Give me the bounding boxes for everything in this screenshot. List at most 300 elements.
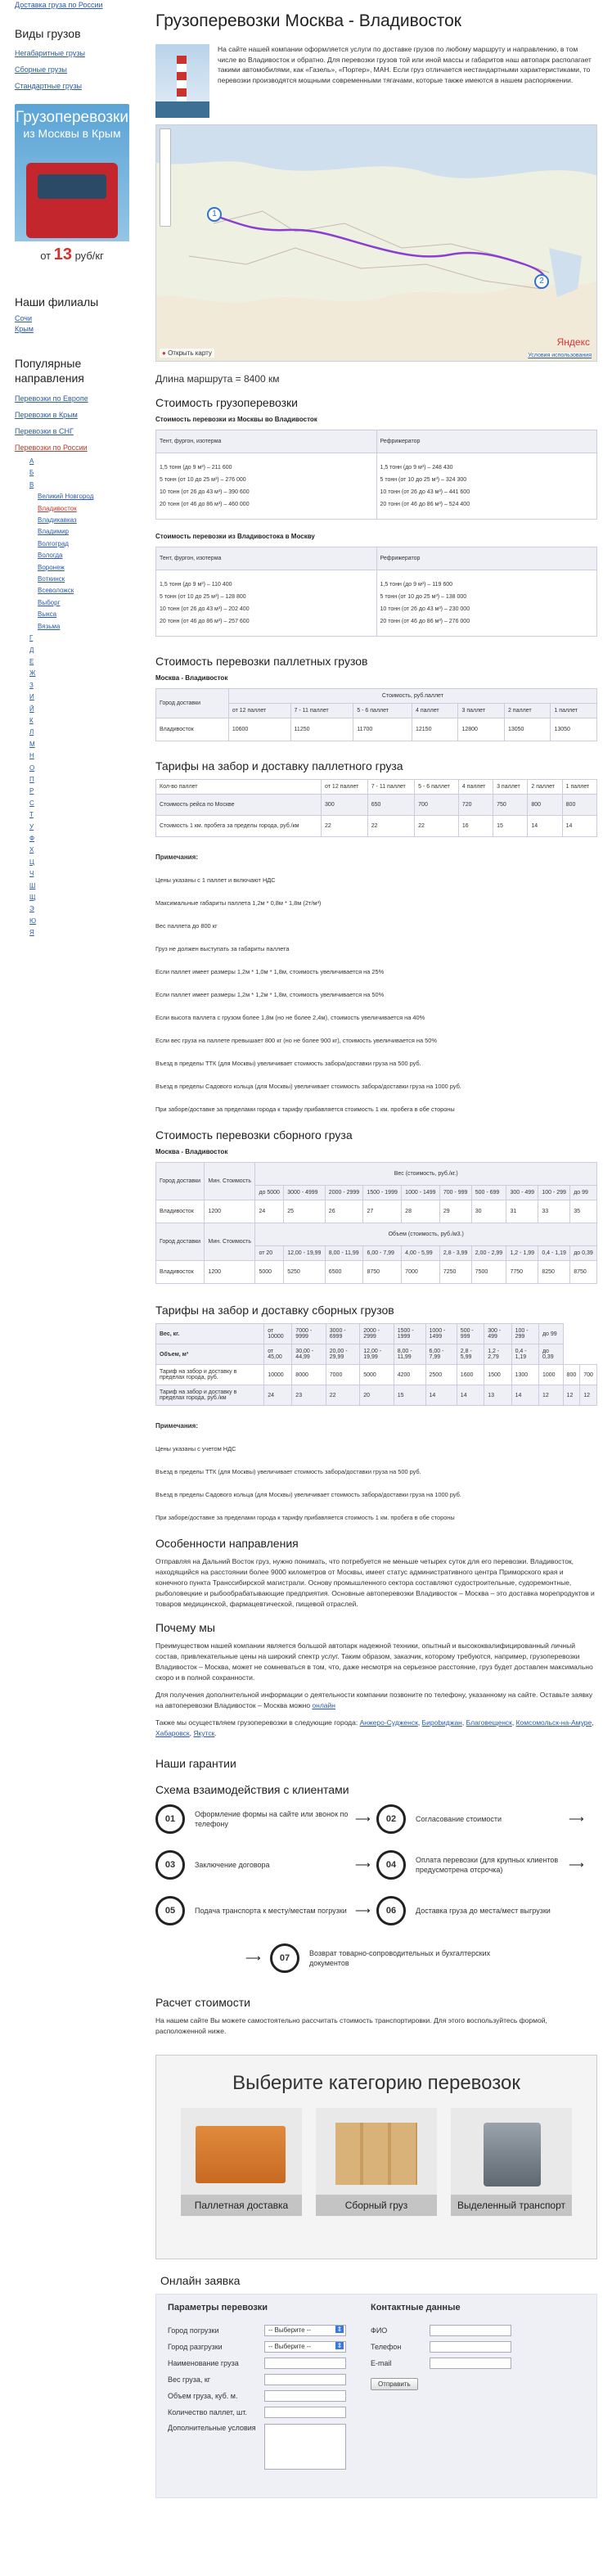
popular-cis[interactable]: Перевозки в СНГ: [15, 427, 74, 435]
tariffs2-heading: Тарифы на забор и доставку сборных грузов: [155, 1304, 394, 1317]
table-cell: 700: [580, 1365, 597, 1385]
table-cell: 8750: [363, 1261, 402, 1284]
online-link[interactable]: онлайн: [312, 1701, 335, 1709]
table-header: 4,00 - 5,99: [402, 1246, 440, 1261]
table-header: Тент, фургон, изотерма: [156, 547, 377, 570]
letter-link[interactable]: А: [29, 457, 34, 465]
volume-input[interactable]: [264, 2390, 346, 2402]
table-header: 2000 - 2999: [360, 1324, 394, 1344]
table-cell: 22: [415, 816, 459, 837]
table-cell: 23: [292, 1385, 326, 1406]
sidebar-item-oversized[interactable]: Негабаритные грузы: [15, 49, 85, 57]
city-link[interactable]: Якутск: [193, 1729, 215, 1737]
step-text: Доставка груза до места/мест выгрузки: [416, 1907, 551, 1915]
route-length: Длина маршрута = 8400 км: [155, 373, 280, 385]
table-header: от 45,00: [264, 1344, 292, 1365]
scheme-diagram: [155, 1803, 597, 1991]
letter-link[interactable]: В: [29, 480, 34, 489]
letter-link[interactable]: Э: [29, 905, 34, 913]
letter-link[interactable]: Ю: [29, 916, 37, 925]
table-cell: 22: [326, 1385, 359, 1406]
table-header: 12,00 - 19,99: [284, 1246, 326, 1261]
fio-input[interactable]: [430, 2325, 511, 2336]
table-header: от 20: [255, 1246, 284, 1261]
notes1: [155, 853, 597, 1113]
step-text: Подача транспорта к месту/местам погрузки: [195, 1907, 347, 1915]
note-item: Въезд в пределы ТТК (для Москвы) увеличивает стоимость забора/доставки груза на 500 руб.: [155, 1060, 421, 1067]
table-cell: Стоимость 1 км. пробега за пределы города, руб./км: [156, 816, 322, 837]
pin-icon: ●: [162, 349, 166, 357]
table-header: от 12 паллет: [322, 780, 368, 795]
letter-link[interactable]: Д: [29, 646, 34, 654]
from-label: Город погрузки: [168, 2326, 219, 2335]
terms-link[interactable]: Условия использования: [528, 353, 592, 358]
step-text: Оформление формы на сайте или звонок по телефону: [195, 1810, 349, 1828]
table-cell: 8000: [292, 1365, 326, 1385]
table-header: Объем (стоимость, руб./м3.): [255, 1223, 597, 1246]
table-cell: 35: [570, 1200, 597, 1223]
table-cell: 7500: [471, 1261, 506, 1284]
table-header: 1000 - 1499: [425, 1324, 457, 1344]
table-header: Город доставки: [156, 1163, 205, 1200]
table-cell: 31: [506, 1200, 538, 1223]
table-cell: 6500: [325, 1261, 363, 1284]
table-header: 1500 - 1999: [363, 1186, 402, 1200]
city-link[interactable]: Всеволожск: [38, 587, 74, 595]
pallet-table: [155, 688, 597, 741]
table-cell: 4200: [394, 1365, 425, 1385]
table-cell: 14: [457, 1385, 484, 1406]
step-number: 01: [155, 1804, 185, 1834]
table-cell: 1300: [511, 1365, 538, 1385]
arrow-icon: ⟶: [355, 1858, 371, 1871]
phone-input[interactable]: [430, 2341, 511, 2353]
table-header: 2 паллет: [528, 780, 562, 795]
letter-link[interactable]: У: [29, 822, 34, 831]
city-link[interactable]: Анжеро-Судженск: [359, 1718, 418, 1727]
table-cell: 1,5 тонн (до 9 м³) – 248 430 5 тонн (от 10 до 25 м³) – 324 300 10 тонн (от 26 до 43 м³) – 441 600 20 тонн (от 46 до 86 м³) – 524 400: [376, 453, 597, 520]
step-number: 04: [376, 1850, 406, 1880]
table-cell: 10000: [264, 1365, 292, 1385]
truck-image: [484, 2123, 541, 2186]
weight-label: Вес груза, кг: [168, 2376, 211, 2384]
table-header: Мин. Стоимость: [205, 1223, 255, 1261]
table-cell: 22: [322, 816, 368, 837]
intro-text: На сайте нашей компании оформляется услуги по доставке грузов по любому маршруту и направлению, в том числе во Владивосток и обратно. Для перевозки грузов той или иной массы и габаритов наш автопарк располагает такими автомобилями, как «Газель», «Портер», МАН. Если груз отличается нестандартными характеристиками, то перевозки производятся мощными современными тягачами, которые также имеются в нашем распоряжении.: [218, 45, 592, 84]
truck-image: [26, 163, 118, 238]
table-cell: Стоимость рейса по Москве: [156, 795, 322, 816]
table-header: до 0,39: [570, 1246, 597, 1261]
city-link[interactable]: Владивосток: [38, 504, 77, 512]
email-label: E-mail: [371, 2359, 392, 2367]
notes-title: Примечания:: [155, 1422, 198, 1430]
table-cell: Владивосток: [156, 718, 229, 741]
from-select[interactable]: -- Выберите -- ⇕: [264, 2325, 346, 2336]
step-number: 03: [155, 1850, 185, 1880]
top-link[interactable]: Доставка груза по России: [15, 1, 103, 9]
cost-table-to-moscow: [155, 547, 597, 637]
city-link[interactable]: Воткинск: [38, 575, 65, 583]
table-cell: 20: [360, 1385, 394, 1406]
table-cell: 1200: [205, 1261, 255, 1284]
table-header: 5 - 6 паллет: [353, 704, 412, 718]
letter-link[interactable]: Ж: [29, 669, 36, 678]
category-combined[interactable]: [316, 2108, 437, 2216]
note-item: Цены указаны с учетом НДС: [155, 1445, 236, 1452]
table-cell: 24: [255, 1200, 284, 1223]
city-link[interactable]: Выкса: [38, 610, 57, 619]
table-header: 1 паллет: [562, 780, 596, 795]
letter-link[interactable]: И: [29, 693, 34, 701]
table-header: 7 - 11 паллет: [290, 704, 353, 718]
tariffs-table: [155, 779, 597, 837]
table-cell: 7250: [439, 1261, 471, 1284]
letter-link[interactable]: Б: [29, 469, 34, 477]
note-item: Если высота паллета с грузом более 1,8м (но не более 2,4м), стоимость увеличивается на 40%: [155, 1014, 425, 1021]
cost-table-to-vladivostok: [155, 430, 597, 520]
table-header: 7 - 11 паллет: [367, 780, 414, 795]
table-cell: 7000: [402, 1261, 440, 1284]
table-header: 300 - 499: [484, 1324, 511, 1344]
table-header: от 12 паллет: [228, 704, 290, 718]
table1-title: Стоимость перевозки из Москвы во Владивосток: [155, 416, 317, 423]
guarantees-heading: Наши гарантии: [155, 1757, 236, 1770]
table-cell: 720: [458, 795, 493, 816]
forklift-image: [196, 2126, 286, 2183]
zoom-control[interactable]: [160, 128, 171, 227]
note-item: Въезд в пределы ТТК (для Москвы) увеличивает стоимость забора/доставки груза на 500 руб.: [155, 1468, 421, 1475]
arrow-icon: ⟶: [245, 1952, 261, 1964]
city-link[interactable]: Волгоград: [38, 539, 69, 547]
arrow-icon: ⟶: [569, 1858, 584, 1871]
marker-start[interactable]: 1: [207, 207, 222, 222]
step-number: 07: [270, 1943, 299, 1973]
cities-v-list: [15, 491, 137, 633]
branch-sochi[interactable]: Сочи: [15, 314, 33, 322]
letter-link[interactable]: П: [29, 775, 34, 783]
calc-text: На нашем сайте Вы можете самостоятельно рассчитать стоимость транспортировки. Для этого воспользуйтесь формой, расположенной ниже.: [155, 2016, 547, 2035]
letter-link[interactable]: Г: [29, 634, 34, 642]
category-label: Сборный груз: [316, 2195, 437, 2216]
category-pallet[interactable]: [181, 2108, 302, 2216]
table-cell: 14: [528, 816, 562, 837]
city-link[interactable]: Благовещенск: [466, 1718, 512, 1727]
note-item: Въезд в пределы Садового кольца (для Москвы) увеличивает стоимость забора/доставки груза на 1000 руб.: [155, 1083, 461, 1090]
step-number: 05: [155, 1896, 185, 1925]
crimea-banner[interactable]: [15, 104, 129, 268]
table-cell: 1500: [484, 1365, 511, 1385]
route-map[interactable]: [155, 124, 597, 362]
table-header: 2 паллет: [504, 704, 550, 718]
city-link[interactable]: Владимир: [38, 528, 70, 536]
combined-sub: Москва - Владивосток: [155, 1148, 228, 1155]
table-cell: 650: [367, 795, 414, 816]
table-header: 1000 - 1499: [402, 1186, 440, 1200]
table-header: 1 паллет: [551, 704, 597, 718]
letter-link[interactable]: Я: [29, 929, 34, 937]
table-cell: 10600: [228, 718, 290, 741]
letter-link[interactable]: Ц: [29, 858, 34, 866]
letter-link[interactable]: Л: [29, 728, 34, 736]
letter-link[interactable]: С: [29, 799, 34, 807]
popular-heading: Популярные направления: [15, 357, 84, 385]
table-cell: 13050: [504, 718, 550, 741]
table-header: до 5000: [255, 1186, 284, 1200]
table-header: 12,00 - 19,99: [360, 1344, 394, 1365]
table-header: 3 паллет: [493, 780, 528, 795]
scheme-heading: Схема взаимодействия с клиентами: [155, 1783, 349, 1796]
city-link[interactable]: Комсомольск-на-Амуре: [515, 1718, 592, 1727]
note-item: Груз не должен выступать за габариты паллета: [155, 945, 290, 952]
params-title: Параметры перевозки: [168, 2303, 268, 2313]
table2-title: Стоимость перевозки из Владивостока в Москву: [155, 533, 315, 540]
why-heading: Почему мы: [155, 1621, 215, 1634]
table-header: 3 паллет: [458, 704, 504, 718]
table-cell: 24: [264, 1385, 292, 1406]
step-number: 06: [376, 1896, 406, 1925]
table-header: 20,00 - 29,99: [326, 1344, 359, 1365]
sidebar-item-combined[interactable]: Сборные грузы: [15, 65, 67, 74]
table-cell: 14: [562, 816, 596, 837]
pallet-sub: Москва - Владивосток: [155, 674, 228, 682]
popular-list: [15, 390, 137, 456]
notes2: [155, 1422, 597, 1521]
letter-link[interactable]: Н: [29, 752, 34, 760]
pallet-heading: Стоимость перевозки паллетных грузов: [155, 655, 368, 668]
table-cell: Тариф на забор и доставку в пределах города, руб.: [156, 1365, 264, 1385]
weight-input[interactable]: [264, 2374, 346, 2385]
combined-table: [155, 1162, 597, 1284]
table-header: Стоимость, руб.паллет: [228, 689, 596, 704]
step-number: 02: [376, 1804, 406, 1834]
table-cell: 28: [402, 1200, 440, 1223]
table-header: 2,8 - 5,99: [457, 1344, 484, 1365]
table-cell: 750: [493, 795, 528, 816]
table-cell: 8750: [570, 1261, 597, 1284]
note-item: Если вес груза на паллете превышает 800 кг (но не более 900 кг), стоимость увеличивается на 50%: [155, 1037, 437, 1044]
table-header: Кол-во паллет: [156, 780, 322, 795]
table-cell: 16: [458, 816, 493, 837]
letter-link[interactable]: К: [29, 716, 34, 724]
table-cell: 15: [394, 1385, 425, 1406]
category-dedicated[interactable]: [451, 2108, 572, 2216]
table-header: Рефрижератор: [376, 547, 597, 570]
letter-index-b: [15, 633, 137, 939]
letter-link[interactable]: Ч: [29, 870, 34, 878]
table-header: Мин. Стоимость: [205, 1163, 255, 1200]
table-header: 7000 - 9999: [292, 1324, 326, 1344]
table-header: 300 - 499: [506, 1186, 538, 1200]
order-form: [155, 2294, 597, 2498]
tariffs2-table: [155, 1323, 597, 1406]
table-header: Город доставки: [156, 689, 229, 718]
volume-label: Объем груза, куб. м.: [168, 2392, 238, 2400]
letter-link[interactable]: О: [29, 763, 35, 772]
extra-label: Дополнительные условия: [168, 2424, 256, 2432]
table-header: до 0,39: [538, 1344, 563, 1365]
table-header: 8,00 - 11,99: [394, 1344, 425, 1365]
note-item: Если паллет имеет размеры 1,2м * 1,0м * 1,8м, стоимость увеличивается на 25%: [155, 968, 385, 975]
table-header: 3000 - 6999: [326, 1324, 359, 1344]
combined-heading: Стоимость перевозки сборного груза: [155, 1128, 353, 1142]
note-item: Вес паллета до 800 кг: [155, 922, 218, 930]
table-cell: 33: [538, 1200, 570, 1223]
to-label: Город разгрузки: [168, 2343, 223, 2351]
letter-link[interactable]: З: [29, 681, 34, 689]
table-cell: 1000: [538, 1365, 563, 1385]
letter-link[interactable]: Т: [29, 811, 34, 819]
popular-crimea[interactable]: Перевозки в Крым: [15, 411, 78, 419]
table-header: Вес (стоимость, руб./кг.): [255, 1163, 597, 1186]
table-cell: 30: [471, 1200, 506, 1223]
letter-link[interactable]: Й: [29, 705, 34, 713]
note-item: Максимальные габариты паллета 1,2м * 0,8м * 1,8м (2т/м³): [155, 899, 322, 907]
table-cell: 14: [511, 1385, 538, 1406]
table-cell: 8250: [538, 1261, 570, 1284]
letter-link[interactable]: Х: [29, 846, 34, 854]
to-select[interactable]: -- Выберите -- ⇕: [264, 2341, 346, 2353]
features-heading: Особенности направления: [155, 1537, 299, 1550]
banner-line2: из Москвы в Крым: [23, 127, 121, 140]
table-cell: 12: [538, 1385, 563, 1406]
city-link[interactable]: Вологда: [38, 552, 63, 560]
city-link[interactable]: Воронеж: [38, 563, 65, 571]
table-cell: 15: [493, 816, 528, 837]
table-cell: 11700: [353, 718, 412, 741]
table-cell: 800: [562, 795, 596, 816]
letter-link[interactable]: Р: [29, 787, 34, 795]
table-header: 500 - 999: [457, 1324, 484, 1344]
table-cell: 22: [367, 816, 414, 837]
table-header: 6,00 - 7,99: [425, 1344, 457, 1365]
table-cell: 29: [439, 1200, 471, 1223]
table-header: Объем, м³: [156, 1344, 264, 1365]
notes-title: Примечания:: [155, 853, 198, 861]
table-cell: 12150: [412, 718, 458, 741]
lighthouse-image: [155, 44, 209, 118]
city-link[interactable]: Великий Новгород: [38, 493, 94, 501]
cargo-name-input[interactable]: [264, 2358, 346, 2369]
cargo-types-heading: Виды грузов: [15, 27, 81, 40]
table-cell: 13: [484, 1385, 511, 1406]
marker-end[interactable]: 2: [534, 274, 549, 289]
table-cell: 12800: [458, 718, 504, 741]
letter-link[interactable]: М: [29, 740, 35, 748]
fio-label: ФИО: [371, 2326, 388, 2335]
note-item: При заборе/доставке за пределами города к тарифу прибавляется стоимость 1 км. пробега в обе стороны: [155, 1514, 455, 1521]
letter-link[interactable]: Ш: [29, 881, 36, 889]
letter-index-a: [15, 456, 137, 491]
extra-textarea[interactable]: [264, 2424, 346, 2470]
main-content: [155, 0, 597, 2498]
table-header: 3000 - 4999: [284, 1186, 326, 1200]
step-text: Возврат товарно-сопроводительных и бухгалтерских документов: [309, 1949, 491, 1967]
branch-crimea[interactable]: Крым: [15, 325, 34, 333]
table-header: 1,2 - 1,99: [506, 1246, 538, 1261]
table-cell: Владивосток: [156, 1200, 205, 1223]
step-text: Заключение договора: [195, 1861, 270, 1869]
letter-link[interactable]: Ф: [29, 835, 35, 842]
table-cell: Тариф на забор и доставку в пределах города, руб./км: [156, 1385, 264, 1406]
cargo-name-label: Наименование груза: [168, 2359, 239, 2367]
category-title: Выберите категорию перевозок: [232, 2072, 520, 2094]
table-cell: 5000: [255, 1261, 284, 1284]
table-header: 6,00 - 7,99: [363, 1246, 402, 1261]
branches-heading: Наши филиалы: [15, 295, 99, 308]
intro-block: [155, 44, 597, 118]
table-cell: 1,5 тонн (до 9 м³) – 211 600 5 тонн (от 10 до 25 м³) – 276 000 10 тонн (от 26 до 43 м³) – 390 600 20 тонн (от 46 до 86 м³) – 460 000: [156, 453, 377, 520]
letter-link[interactable]: Е: [29, 657, 34, 665]
table-header: 5 - 6 паллет: [415, 780, 459, 795]
table-cell: 12: [563, 1385, 580, 1406]
why-p3: Также мы осуществляем грузоперевозки в следующие города: Анжеро-Судженск, Бирobиджан, Благовещенск, Комсомольск-на-Амуре, Хабаровск, Якутск.: [155, 1718, 594, 1737]
city-link[interactable]: Выборг: [38, 598, 61, 606]
yandex-logo: Яндекс: [556, 336, 590, 348]
calc-heading: Расчет стоимости: [155, 1996, 250, 2009]
table-cell: 1,5 тонн (до 9 м³) – 110 400 5 тонн (от 10 до 25 м³) – 128 800 10 тонн (от 26 до 43 м³) – 202 400 20 тонн (от 46 до 86 м³) – 257 600: [156, 570, 377, 637]
email-input[interactable]: [430, 2358, 511, 2369]
popular-russia[interactable]: Перевозки по России: [15, 444, 88, 452]
table-header: 1500 - 1999: [394, 1324, 425, 1344]
arrow-icon: ⟶: [355, 1904, 371, 1916]
letter-link[interactable]: Щ: [29, 894, 36, 902]
table-cell: 27: [363, 1200, 402, 1223]
submit-button[interactable]: Отправить: [371, 2378, 418, 2390]
table-header: Тент, фургон, изотерма: [156, 430, 377, 453]
pallets-input[interactable]: [264, 2407, 346, 2418]
table-header: 2,8 - 3,99: [439, 1246, 471, 1261]
sidebar-item-standard[interactable]: Стандартные грузы: [15, 82, 82, 90]
table-cell: 2500: [425, 1365, 457, 1385]
table-header: 30,00 - 44,99: [292, 1344, 326, 1365]
table-cell: 5000: [360, 1365, 394, 1385]
table-header: до 99: [570, 1186, 597, 1200]
city-link[interactable]: Хабаровск: [155, 1729, 190, 1737]
cost-heading: Стоимость грузоперевозки: [155, 396, 298, 409]
table-cell: 11250: [290, 718, 353, 741]
step-text: Оплата перевозки (для крупных клиентов предусмотрена отсрочка): [416, 1856, 559, 1874]
city-link[interactable]: Владикавказ: [38, 516, 77, 525]
table-header: до 99: [538, 1324, 563, 1344]
banner-price: от 13 руб/кг: [15, 241, 129, 268]
contacts-title: Контактные данные: [371, 2303, 461, 2313]
pallets-label: Количество паллет, шт.: [168, 2408, 247, 2416]
table-header: Город доставки: [156, 1223, 205, 1261]
table-header: Рефрижератор: [376, 430, 597, 453]
table-cell: 7000: [326, 1365, 359, 1385]
table-cell: 800: [528, 795, 562, 816]
open-map-link[interactable]: ● Открыть карту: [160, 349, 214, 358]
features-text: Отправляя на Дальний Восток груз, нужно понимать, что потребуется не меньше четырех суток для его перевозки. Владивосток, находящийся на расстоянии более 9000 километров от Москвы, имеет статус административного центра Приморского края и конечного пункта Транссибирской магистрали. Основу промышленного сектора составляют судостроительные, судоремонтные, рыболовецкие и рыбообрабатывающие предприятия. Основные автоперевозки Владивосток – Москва – это доставка морепродуктов и товаров медицинской, фармацевтической, пищевой отраслей.: [155, 1557, 595, 1608]
note-item: Въезд в пределы Садового кольца (для Москвы) увеличивает стоимость забора/доставки груза на 1000 руб.: [155, 1491, 461, 1498]
note-item: Если паллет имеет размеры 1,2м * 1,2м * 1,8м, стоимость увеличивается на 50%: [155, 991, 385, 998]
step-text: Согласование стоимости: [416, 1815, 502, 1823]
popular-europe[interactable]: Перевозки по Европе: [15, 394, 88, 403]
form-heading: Онлайн заявка: [160, 2274, 241, 2287]
city-link[interactable]: Вязьма: [38, 622, 61, 630]
table-header: 8,00 - 11,99: [325, 1246, 363, 1261]
table-cell: 12: [580, 1385, 597, 1406]
arrow-icon: ⟶: [569, 1813, 584, 1825]
city-link[interactable]: Бирobиджан: [421, 1718, 462, 1727]
table-header: 2000 - 2999: [325, 1186, 363, 1200]
category-label: Выделенный транспорт: [451, 2195, 572, 2216]
table-cell: 300: [322, 795, 368, 816]
arrow-icon: ⟶: [355, 1813, 371, 1825]
note-item: При заборе/доставке за пределами города к тарифу прибавляется стоимость 1 км. пробега в обе стороны: [155, 1106, 455, 1113]
banner-line1: Грузоперевозки: [15, 109, 128, 126]
why-p2: Для получения дополнительной информации о деятельности компании позвоните по телефону, указанному на сайте. Оставьте заявку на автоперевозки Владивосток – Москва можно онлайн: [155, 1691, 593, 1709]
